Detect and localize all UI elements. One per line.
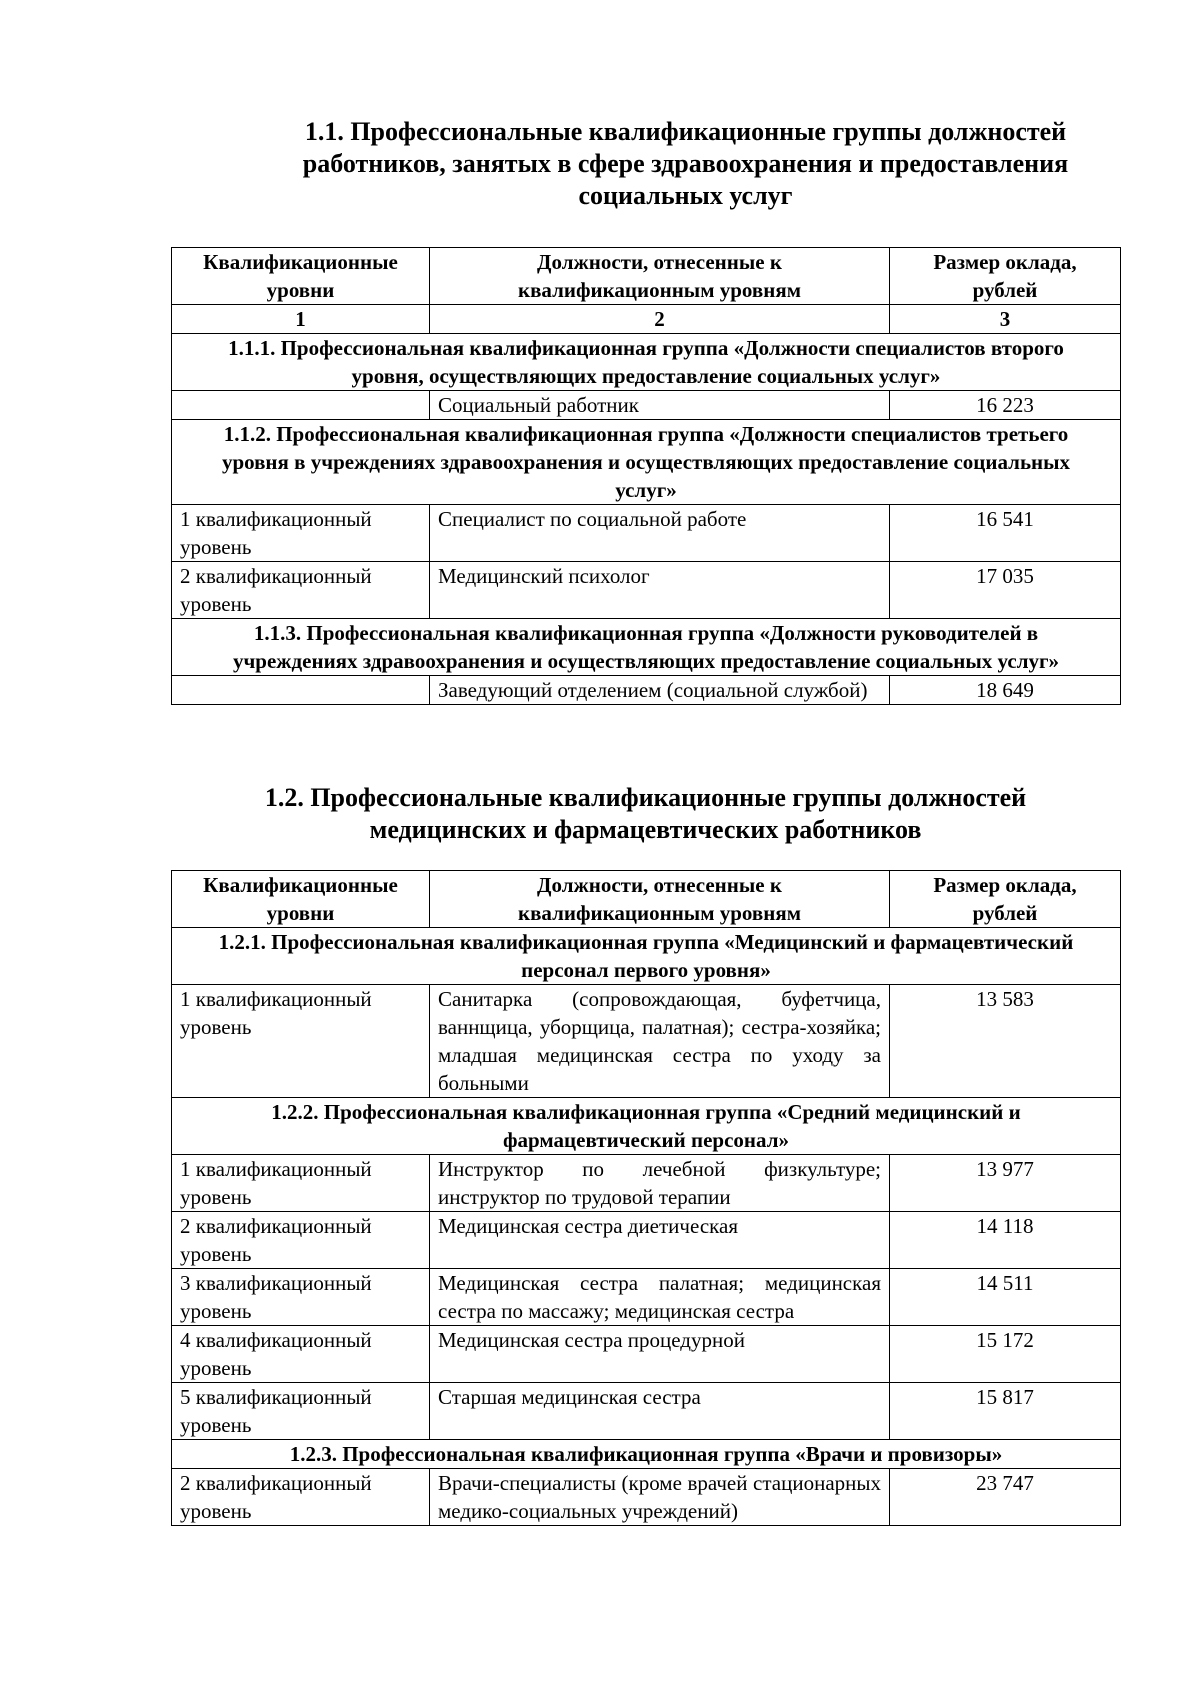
position-cell: Инструктор по лечебной физкультуре; инструктор по трудовой терапии [430, 1155, 890, 1212]
section-1-title-line: социальных услуг [578, 181, 793, 210]
header-positions [430, 248, 890, 305]
position-cell: Социальный работник [430, 391, 890, 420]
header-positions [430, 871, 890, 928]
group-title-row [172, 334, 1121, 391]
salary-cell: 18 649 [890, 676, 1121, 705]
header-salary [890, 871, 1121, 928]
header-text: Квалификационные [203, 873, 398, 897]
group-title-row [172, 1440, 1121, 1469]
group-title-row [172, 1098, 1121, 1155]
header-text: уровни [266, 901, 335, 925]
salary-cell: 13 977 [890, 1155, 1121, 1212]
header-text: квалификационным уровням [517, 278, 802, 302]
table-header-row [172, 871, 1121, 928]
header-text: Размер оклада, [933, 873, 1077, 897]
level-cell [172, 391, 430, 420]
header-salary [890, 248, 1121, 305]
position-cell: Заведующий отделением (социальной службой) [430, 676, 890, 705]
position-cell: Медицинская сестра палатная; медицинская сестра по массажу; медицинская сестра [430, 1269, 890, 1326]
header-text: Должности, отнесенные к [537, 250, 782, 274]
salary-cell: 17 035 [890, 562, 1121, 619]
section-1-table [171, 247, 1121, 705]
table-row [172, 1212, 1121, 1269]
column-index-row [172, 305, 1121, 334]
header-text: квалификационным уровням [517, 901, 802, 925]
level-cell: 1 квалификационный уровень [172, 985, 430, 1098]
column-index: 3 [890, 305, 1121, 334]
column-index: 1 [172, 305, 430, 334]
level-cell: 3 квалификационный уровень [172, 1269, 430, 1326]
section-2-title [171, 782, 1120, 846]
header-text: уровни [266, 278, 335, 302]
salary-cell: 16 541 [890, 505, 1121, 562]
table-row [172, 1469, 1121, 1526]
group-title-row [172, 420, 1121, 505]
table-row [172, 391, 1121, 420]
group-title: 1.2.3. Профессиональная квалификационная группа «Врачи и провизоры» [172, 1440, 1121, 1469]
salary-cell: 13 583 [890, 985, 1121, 1098]
salary-cell: 15 172 [890, 1326, 1121, 1383]
table-row [172, 1326, 1121, 1383]
position-cell: Специалист по социальной работе [430, 505, 890, 562]
header-levels [172, 248, 430, 305]
position-cell: Медицинская сестра диетическая [430, 1212, 890, 1269]
section-2-title-line: медицинских и фармацевтических работников [369, 815, 922, 844]
level-cell: 2 квалификационный уровень [172, 562, 430, 619]
table-row [172, 505, 1121, 562]
level-cell: 1 квалификационный уровень [172, 505, 430, 562]
header-text: Размер оклада, [933, 250, 1077, 274]
table-row [172, 985, 1121, 1098]
section-1-title [171, 116, 1120, 212]
level-cell: 5 квалификационный уровень [172, 1383, 430, 1440]
salary-cell: 16 223 [890, 391, 1121, 420]
salary-cell: 14 511 [890, 1269, 1121, 1326]
position-cell: Медицинский психолог [430, 562, 890, 619]
salary-cell: 15 817 [890, 1383, 1121, 1440]
level-cell: 2 квалификационный уровень [172, 1212, 430, 1269]
section-2-title-line: 1.2. Профессиональные квалификационные группы должностей [264, 783, 1027, 812]
group-title-row [172, 619, 1121, 676]
level-cell: 4 квалификационный уровень [172, 1326, 430, 1383]
salary-cell: 14 118 [890, 1212, 1121, 1269]
position-cell: Старшая медицинская сестра [430, 1383, 890, 1440]
section-1-title-line: работников, занятых в сфере здравоохранения и предоставления [302, 149, 1069, 178]
position-cell: Медицинская сестра процедурной [430, 1326, 890, 1383]
header-levels [172, 871, 430, 928]
header-text: Квалификационные [203, 250, 398, 274]
group-title: 1.2.1. Профессиональная квалификационная группа «Медицинский и фармацевтический персонал первого уровня» [172, 928, 1121, 985]
group-title-row [172, 928, 1121, 985]
table-row [172, 676, 1121, 705]
table-row [172, 1155, 1121, 1212]
header-text: Должности, отнесенные к [537, 873, 782, 897]
group-title: 1.2.2. Профессиональная квалификационная группа «Средний медицинский и фармацевтический персонал» [172, 1098, 1121, 1155]
group-title: 1.1.1. Профессиональная квалификационная группа «Должности специалистов второго уровня, осуществляющих предоставление социальных услуг» [172, 334, 1121, 391]
group-title: 1.1.3. Профессиональная квалификационная группа «Должности руководителей в учреждениях здравоохранения и осуществляющих предоставление социальных услуг» [172, 619, 1121, 676]
column-index: 2 [430, 305, 890, 334]
table-row [172, 1383, 1121, 1440]
header-text: рублей [972, 901, 1038, 925]
table-header-row [172, 248, 1121, 305]
section-2-table [171, 870, 1121, 1526]
section-1-title-line: 1.1. Профессиональные квалификационные группы должностей [304, 117, 1067, 146]
salary-cell: 23 747 [890, 1469, 1121, 1526]
position-cell: Врачи-специалисты (кроме врачей стационарных медико-социальных учреждений) [430, 1469, 890, 1526]
level-cell [172, 676, 430, 705]
position-cell: Санитарка (сопровождающая, буфетчица, ваннщица, уборщица, палатная); сестра-хозяйка; младшая медицинская сестра по уходу за больными [430, 985, 890, 1098]
table-row [172, 562, 1121, 619]
table-row [172, 1269, 1121, 1326]
group-title: 1.1.2. Профессиональная квалификационная группа «Должности специалистов третьего уровня в учреждениях здравоохранения и осуществляющих предоставление социальных услуг» [172, 420, 1121, 505]
header-text: рублей [972, 278, 1038, 302]
level-cell: 1 квалификационный уровень [172, 1155, 430, 1212]
level-cell: 2 квалификационный уровень [172, 1469, 430, 1526]
